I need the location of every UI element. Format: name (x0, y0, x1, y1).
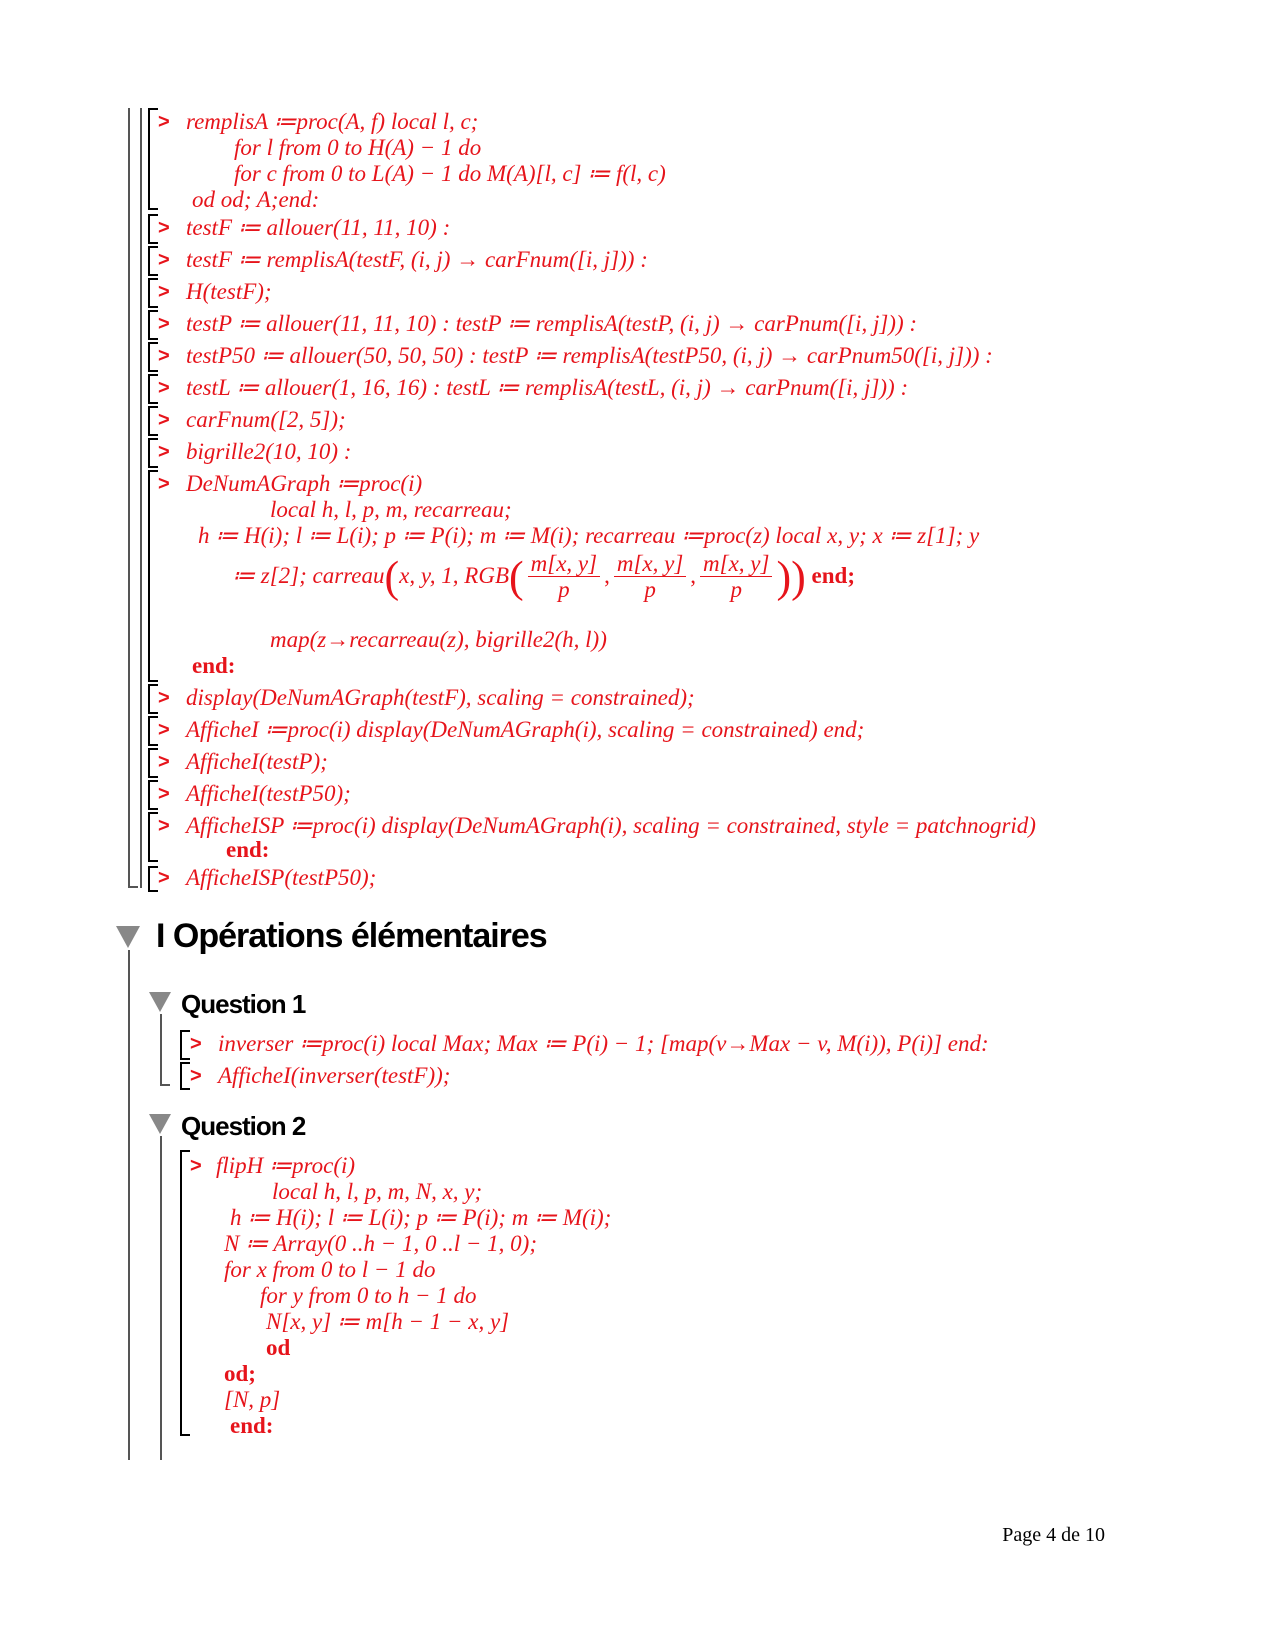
prompt: > (158, 815, 170, 837)
exec-group-bracket[interactable] (180, 1062, 190, 1090)
subsection-bar (160, 1136, 162, 1460)
code-fragment: end; (811, 563, 855, 588)
code-line[interactable]: AfficheI(testP); (186, 749, 328, 774)
prompt: > (190, 1065, 202, 1087)
section-bar-inner (140, 108, 142, 888)
code-line[interactable]: h ≔ H(i); l ≔ L(i); p ≔ P(i); m ≔ M(i); recarreau ≔proc(z) local x, y; x ≔ z[1]; y (198, 523, 980, 548)
code-line[interactable]: AfficheISP ≔proc(i) display(DeNumAGraph(i), scaling = constrained, style = patchnogrid) (186, 813, 1036, 838)
code-line[interactable]: AfficheI(testP50); (186, 781, 351, 806)
code-line[interactable]: testL ≔ allouer(1, 16, 16) : testL ≔ remplisA(testL, (i, j) → carPnum([i, j])) : (186, 375, 909, 400)
code-line[interactable]: local h, l, p, m, N, x, y; (272, 1179, 483, 1204)
fraction (614, 552, 686, 603)
prompt: > (158, 249, 170, 271)
prompt: > (158, 313, 170, 335)
fraction-denominator: p (644, 577, 656, 603)
prompt: > (158, 441, 170, 463)
fraction-denominator: p (558, 577, 570, 603)
section-bar-outer (128, 950, 130, 1460)
paren-left: ( (509, 552, 524, 602)
subsection-collapse-icon[interactable] (149, 1114, 171, 1134)
code-line[interactable]: od od; A;end: (192, 187, 320, 212)
paren-left: ( (384, 552, 400, 602)
code-line[interactable]: N[x, y] ≔ m[h − 1 − x, y] (266, 1309, 510, 1334)
code-line[interactable]: for x from 0 to l − 1 do (224, 1257, 436, 1282)
section-bar-outer (128, 108, 130, 888)
code-line[interactable]: h ≔ H(i); l ≔ L(i); p ≔ P(i); m ≔ M(i); (230, 1205, 612, 1230)
exec-group-bracket[interactable] (148, 108, 158, 210)
code-fragment: x, y, 1, RGB (399, 563, 509, 588)
fraction (700, 552, 772, 603)
section-collapse-icon[interactable] (116, 926, 140, 948)
subsection-collapse-icon[interactable] (149, 992, 171, 1012)
exec-group-bracket[interactable] (148, 214, 158, 244)
exec-group-bracket[interactable] (180, 1150, 190, 1436)
subsection-bar (160, 1014, 162, 1086)
section-title: I Opérations élémentaires (156, 917, 547, 955)
code-line[interactable]: display(DeNumAGraph(testF), scaling = constrained); (186, 685, 695, 710)
fraction-numerator: m[x, y] (614, 552, 686, 577)
code-line[interactable]: end: (230, 1413, 274, 1438)
code-line[interactable]: AfficheI(inverser(testF)); (218, 1063, 451, 1088)
prompt: > (158, 783, 170, 805)
code-line[interactable]: testP ≔ allouer(11, 11, 10) : testP ≔ remplisA(testP, (i, j) → carPnum([i, j])) : (186, 311, 918, 336)
fraction (528, 552, 600, 603)
prompt: > (158, 687, 170, 709)
fraction-numerator: m[x, y] (528, 552, 600, 577)
code-line[interactable]: map(z→recarreau(z), bigrille2(h, l)) (270, 627, 607, 652)
prompt: > (158, 345, 170, 367)
code-line[interactable]: bigrille2(10, 10) : (186, 439, 352, 464)
exec-group-bracket[interactable] (148, 470, 158, 682)
exec-group-bracket[interactable] (148, 866, 158, 892)
exec-group-bracket[interactable] (148, 748, 158, 778)
prompt: > (158, 281, 170, 303)
subsection-title: Question 1 (181, 989, 306, 1019)
code-line[interactable]: end: (226, 837, 270, 862)
exec-group-bracket[interactable] (148, 406, 158, 436)
exec-group-bracket[interactable] (148, 310, 158, 340)
prompt: > (158, 719, 170, 741)
prompt: > (158, 473, 170, 495)
prompt: > (158, 377, 170, 399)
code-line[interactable]: AfficheI ≔proc(i) display(DeNumAGraph(i), scaling = constrained) end; (186, 717, 865, 742)
code-line[interactable]: inverser ≔proc(i) local Max; Max ≔ P(i) − 1; [map(v→Max − v, M(i)), P(i)] end: (218, 1031, 989, 1056)
subsection-title: Question 2 (181, 1111, 306, 1141)
code-line[interactable]: [N, p] (224, 1387, 281, 1412)
exec-group-bracket[interactable] (148, 278, 158, 308)
code-line[interactable]: H(testF); (186, 279, 272, 304)
code-line[interactable]: N ≔ Array(0 ..h − 1, 0 ..l − 1, 0); (224, 1231, 537, 1256)
code-fragment: ≔ z[2]; carreau (232, 563, 385, 588)
prompt: > (190, 1033, 202, 1055)
exec-group-bracket[interactable] (148, 246, 158, 276)
paren-right: )) (776, 552, 806, 602)
code-line[interactable]: AfficheISP(testP50); (186, 865, 377, 890)
fraction-denominator: p (730, 577, 742, 603)
prompt: > (190, 1155, 202, 1177)
code-line[interactable]: testP50 ≔ allouer(50, 50, 50) : testP ≔ remplisA(testP50, (i, j) → carPnum50([i, j])) : (186, 343, 993, 368)
code-line[interactable]: for c from 0 to L(A) − 1 do M(A)[l, c] ≔ f(l, c) (234, 161, 666, 186)
code-line[interactable]: od; (224, 1361, 256, 1386)
page-number: Page 4 de 10 (1002, 1524, 1105, 1546)
exec-group-bracket[interactable] (180, 1030, 190, 1060)
fraction-numerator: m[x, y] (700, 552, 772, 577)
exec-group-bracket[interactable] (148, 716, 158, 746)
code-line[interactable]: testF ≔ remplisA(testF, (i, j) → carFnum([i, j])) : (186, 247, 648, 272)
exec-group-bracket[interactable] (148, 780, 158, 810)
code-line[interactable]: DeNumAGraph ≔proc(i) (186, 471, 423, 496)
code-line-fraction[interactable]: ≔ z[2]; carreau(x, y, 1, RGB( $\frac{m[x, y]}{p}$ , $\frac{m[x, y]}{p}$ , $\frac{m[x, y]}{p}$ )) end; (232, 551, 855, 603)
subsection-bar-foot (160, 1084, 170, 1086)
prompt: > (158, 111, 170, 133)
code-line[interactable]: testF ≔ allouer(11, 11, 10) : (186, 215, 451, 240)
code-line[interactable]: end: (192, 653, 236, 678)
code-line[interactable]: od (266, 1335, 291, 1360)
prompt: > (158, 409, 170, 431)
prompt: > (158, 867, 170, 889)
code-line[interactable]: local h, l, p, m, recarreau; (270, 497, 512, 522)
code-line[interactable]: for y from 0 to h − 1 do (260, 1283, 477, 1308)
code-line[interactable]: remplisA ≔proc(A, f) local l, c; (186, 109, 479, 134)
code-line[interactable]: flipH ≔proc(i) (216, 1153, 356, 1178)
exec-group-bracket[interactable] (148, 684, 158, 714)
section-bar-outer-foot (128, 886, 138, 888)
exec-group-bracket[interactable] (148, 812, 158, 862)
exec-group-bracket[interactable] (148, 438, 158, 468)
exec-group-bracket[interactable] (148, 374, 158, 404)
code-line[interactable]: for l from 0 to H(A) − 1 do (234, 135, 482, 160)
prompt: > (158, 751, 170, 773)
code-line[interactable]: carFnum([2, 5]); (186, 407, 346, 432)
exec-group-bracket[interactable] (148, 342, 158, 372)
prompt: > (158, 217, 170, 239)
